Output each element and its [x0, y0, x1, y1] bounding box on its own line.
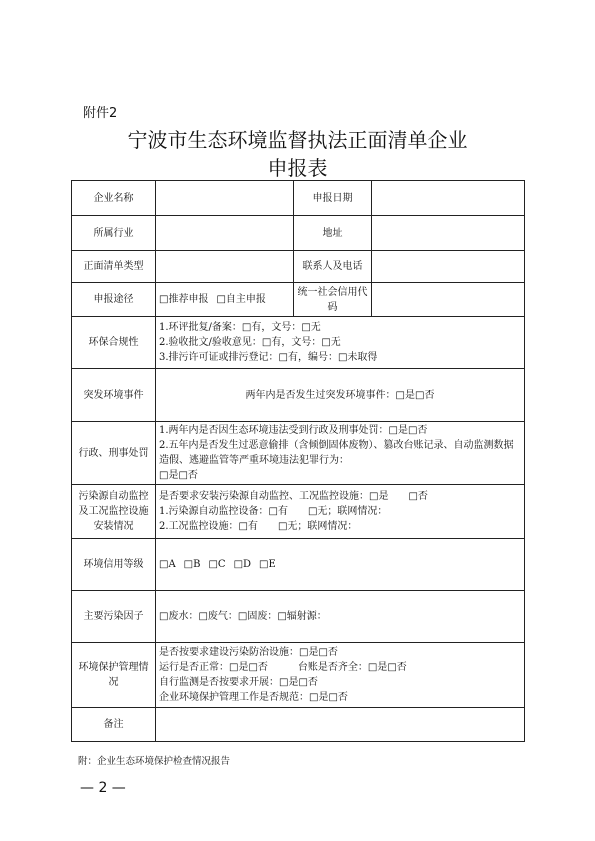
address-field[interactable] [372, 216, 525, 251]
table-row [72, 369, 525, 422]
compliance-line: 1.环评批复/备案：□有，文号：□无 [159, 322, 321, 333]
monitoring-line: 1.污染源自动监控设备：□有 □无；联网情况： [159, 506, 388, 517]
credit-code-field[interactable] [372, 283, 525, 317]
compliance-label: 环保合规性 [72, 317, 156, 369]
credit-level-label: 环境信用等级 [72, 539, 156, 591]
report-date-label: 申报日期 [294, 181, 372, 216]
monitoring-content[interactable] [156, 485, 525, 539]
pollutants-label: 主要污染因子 [72, 591, 156, 643]
credit-code-label: 统一社会信用代码 [294, 283, 372, 317]
recommend-checkbox[interactable]: □推荐申报 [159, 294, 209, 305]
compliance-content[interactable] [156, 317, 525, 369]
route-options [156, 283, 294, 317]
penalty-line: □是□否 [159, 470, 198, 481]
company-name-label: 企业名称 [72, 181, 156, 216]
list-type-label: 正面清单类型 [72, 251, 156, 283]
table-row [72, 591, 525, 643]
management-line: 是否按要求建设污染防治设施：□是□否 [159, 647, 338, 658]
management-line: 自行监测是否按要求开展：□是□否 [159, 677, 318, 688]
emergency-label: 突发环境事件 [72, 369, 156, 422]
contact-field[interactable] [372, 251, 525, 283]
compliance-line: 2.验收批文/验收意见：□有，文号：□无 [159, 337, 341, 348]
grade-d-checkbox[interactable]: □D [233, 559, 252, 570]
management-content[interactable] [156, 643, 525, 708]
management-label: 环境保护管理情况 [72, 643, 156, 708]
company-name-field[interactable] [156, 181, 294, 216]
pollutants-content[interactable]: □废水：□废气：□固废：□辐射源： [156, 591, 525, 643]
management-line: 企业环境保护管理工作是否规范：□是□否 [159, 692, 348, 703]
table-row [72, 485, 525, 539]
list-type-field[interactable] [156, 251, 294, 283]
report-date-field[interactable] [372, 181, 525, 216]
table-row [72, 422, 525, 485]
form-title-line2: 申报表 [267, 156, 328, 180]
penalty-label: 行政、刑事处罚 [72, 422, 156, 485]
compliance-line: 3.排污许可证或排污登记：□有，编号：□未取得 [159, 352, 378, 363]
penalty-line: 1.两年内是否因生态环境违法受到行政及刑事处罚：□是□否 [159, 425, 428, 436]
penalty-content[interactable] [156, 422, 525, 485]
self-report-checkbox[interactable]: □自主申报 [216, 294, 266, 305]
penalty-line: 2.五年内是否发生过恶意偷排（含倾倒固体废物）、篡改台账记录、自动监测数据造假、逃避监管等严重环境违法犯罪行为： [159, 440, 514, 466]
table-row [72, 317, 525, 369]
grade-c-checkbox[interactable]: □C [208, 559, 226, 570]
table-row [72, 251, 525, 283]
page-number: — 2 — [80, 780, 126, 796]
grade-a-checkbox[interactable]: □A [159, 559, 176, 570]
remarks-field[interactable] [156, 708, 525, 742]
table-row [72, 708, 525, 742]
monitoring-line: 2.工况监控设施：□有 □无；联网情况： [159, 521, 358, 532]
address-label: 地址 [294, 216, 372, 251]
form-title-line1: 宁波市生态环境监督执法正面清单企业 [127, 128, 468, 152]
monitoring-label: 污染源自动监控及工况监控设施安装情况 [72, 485, 156, 539]
monitoring-line: 是否要求安装污染源自动监控、工况监控设施：□是 □否 [159, 491, 428, 502]
table-row [72, 643, 525, 708]
grade-e-checkbox[interactable]: □E [259, 559, 276, 570]
attachment-label: 附件2 [83, 106, 118, 121]
table-row [72, 216, 525, 251]
industry-label: 所属行业 [72, 216, 156, 251]
remarks-label: 备注 [72, 708, 156, 742]
emergency-content[interactable]: 两年内是否发生过突发环境事件：□是□否 [156, 369, 525, 422]
table-row [72, 539, 525, 591]
contact-label: 联系人及电话 [294, 251, 372, 283]
table-row [72, 181, 525, 216]
declaration-form-table [71, 180, 525, 742]
industry-field[interactable] [156, 216, 294, 251]
table-row [72, 283, 525, 317]
route-label: 申报途径 [72, 283, 156, 317]
grade-b-checkbox[interactable]: □B [183, 559, 201, 570]
footnote: 附：企业生态环境保护检查情况报告 [78, 756, 231, 767]
management-line: 运行是否正常：□是□否 台账是否齐全：□是□否 [159, 662, 407, 673]
credit-level-options [156, 539, 525, 591]
